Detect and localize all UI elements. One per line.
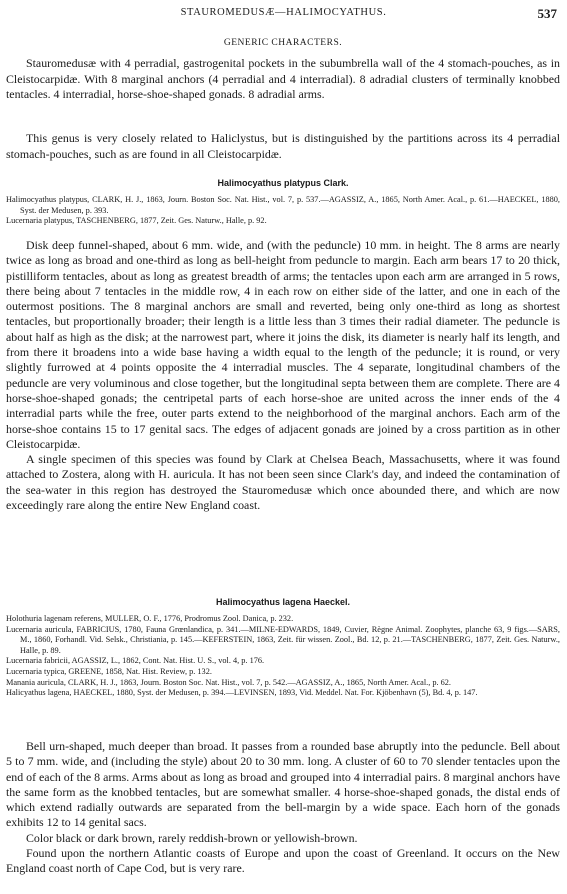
species-title-lagena: Halimocyathus lagena Haeckel. <box>215 597 351 607</box>
synonym-entry: Halicyathus lagena, HAECKEL, 1880, Syst. der Medusen, p. 394.—LEVINSEN, 1893, Vid. Meddel. Nat. For. Kjöbenhavn (5), Bd. 4, p. 147. <box>6 688 478 698</box>
description-paragraph: Disk deep funnel-shaped, about 6 mm. wide, and (with the peduncle) 10 mm. in height. The 8 arms are nearly twice as long as broad and one-third as long as bell-height from peduncle to margin. Each arm bears 17 to 20 thick, pistilliform tentacles, about as long as greatest breadth of arms; the tentacles upon each arm are arranged in 5 rows, there being about 7 tentacles in the middle row, 4 in each row on either side of the latter, and one in each of the outermost positions. The 8 marginal anchors are small and reverted, being only one-third as long as shortest tentacles, but proportionally broader; their length is a little less than 3 times their radial diameter. The peduncle is about half as high as the disk; at the narrowest part, where it joins the disk, its diameter is nearly half its length, and from there it broadens into a wide base having a width equal to the length of the peduncle; it is round, or very slightly furrowed at 4 points opposite the 4 interradial muscles. The 4 separate, longitudinal chambers of the peduncle are very voluminous and close together, but the longitudinal septa between them are complete. There are 4 horse-shoe-shaped gonads; the centripetal parts of each horse-shoe are united across the inner ends of the 4 interradial parts while the free, outer parts extend to the neighborhood of the marginal anchors. Each arm of the horse-shoe contains 15 to 17 genital sacs. The edges of adjacent gonads are joined by a cross partition as in other Cleistocarpidæ. <box>6 238 560 451</box>
synonym-entry: Manania auricula, CLARK, H. J., 1863, Journ. Boston Soc. Nat. Hist., vol. 7, p. 542.—AGASSIZ, A., 1865, North Amer. Acal., p. 62. <box>6 677 452 687</box>
running-head: STAUROMEDUSÆ—HALIMOCYATHUS. <box>180 7 387 18</box>
synonym-entry: Halimocyathus platypus, CLARK, H. J., 1863, Journ. Boston Soc. Nat. Hist., vol. 7, p. 537.—AGASSIZ, A., 1865, North Amer. Acal., p. 61.—HAECKEL, 1880, Syst. der Medusen, p. 393. <box>6 195 560 215</box>
synonym-entry: Lucernaria typica, GREENE, 1858, Nat. Hist. Review, p. 132. <box>6 666 212 676</box>
description-lagena <box>6 739 560 877</box>
occurrence-paragraph: A single specimen of this species was found by Clark at Chelsea Beach, Massachusetts, where it was found attached to Zostera, along with H. auricula. It has not been seen since Clark's day, and indeed the contamination of the sea-water in this region has destroyed the Stauromedusæ which once abounded there, and which are now exceedingly rare along the entire New England coast. <box>6 452 560 513</box>
description-platypus <box>6 238 560 513</box>
synonym-entry: Lucernaria platypus, TASCHENBERG, 1877, Zeit. Ges. Naturw., Halle, p. 92. <box>6 216 267 226</box>
synonym-entry: Holothuria lagenam referens, MULLER, O. F., 1776, Prodromus Zool. Danica, p. 232. <box>6 614 294 623</box>
distribution-paragraph: Found upon the northern Atlantic coasts of Europe and upon the coast of Greenland. It occurs on the New England coast north of Cape Cod, but is very rare. <box>6 846 560 876</box>
generic-characters-paragraph: Stauromedusæ with 4 perradial, gastrogenital pockets in the subumbrella wall of the 4 stomach-pouches, as in Cleistocarpidæ. With 8 marginal anchors (4 perradial and 4 interradial). 8 adradial clusters of terminally knobbed tentacles. 4 interradial, horse-shoe-shaped gonads. 8 adradial arms. <box>6 56 560 101</box>
synonym-entry: Lucernaria auricula, FABRICIUS, 1780, Fauna Grœnlandica, p. 341.—MILNE-EDWARDS, 1849, Cuvier, Règne Animal. Zoophytes, planche 63, 9 figs.—SARS, M., 1860, Forhandl. Vid. Selsk., Christiania, p. 145.—KEFERSTEIN, 1863, Zeit. für wissen. Zool., Bd. 12, p. 21.—TASCHENBERG, 1877, Zeit. Ges. Naturw., Halle, p. 89. <box>6 624 560 655</box>
species-title-platypus: Halimocyathus platypus Clark. <box>217 178 349 188</box>
description-paragraph: Bell urn-shaped, much deeper than broad. It passes from a rounded base abruptly into the peduncle. Bell about 5 to 7 mm. wide, and (including the style) about 20 to 30 mm. long. A cluster of 60 to 70 slender tentacles upon the end of each of the 8 arms. Arms about as long as broad and grouped into 4 interradial pairs. 8 marginal anchors have the same form as the knobbed tentacles, but are somewhat smaller. 4 horse-shoe-shaped gonads, the distal ends of which extend radially outwards are separated from the bell-margin by a wide space. Each horn of the gonads exhibits 12 to 14 genital sacs. <box>6 739 560 830</box>
synonymy-platypus <box>6 195 560 227</box>
synonymy-lagena <box>6 614 560 699</box>
generic-characters-heading: GENERIC CHARACTERS. <box>223 38 343 48</box>
page-header <box>0 6 567 22</box>
genus-relation-paragraph: This genus is very closely related to Haliclystus, but is distinguished by the partitions across its 4 perradial stomach-pouches, such as are found in all Cleistocarpidæ. <box>6 131 560 161</box>
color-paragraph: Color black or dark brown, rarely reddish-brown or yellowish-brown. <box>26 830 358 845</box>
page-number: 537 <box>537 6 557 21</box>
synonym-entry: Lucernaria fabricii, AGASSIZ, L., 1862, Cont. Nat. Hist. U. S., vol. 4, p. 176. <box>6 656 265 666</box>
